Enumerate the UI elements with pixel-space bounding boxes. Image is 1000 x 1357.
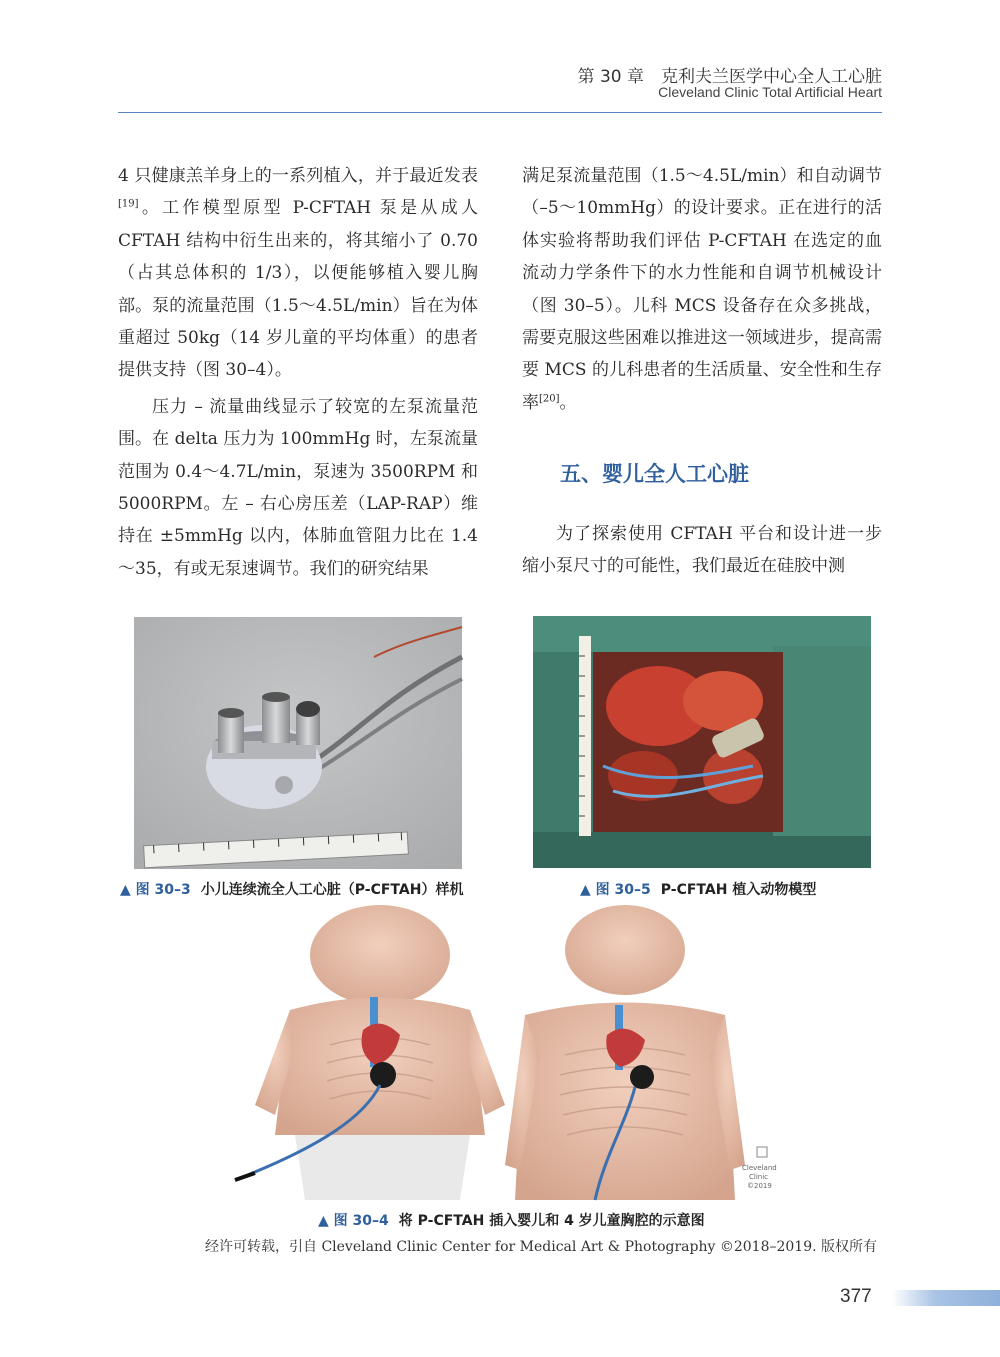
right-p1-text-b: 。 (559, 392, 577, 413)
right-paragraph-1 (522, 160, 882, 419)
right-column-lower (522, 518, 882, 583)
triangle-marker-icon: ▲ (120, 882, 131, 898)
figure-label: 图 30–4 (333, 1213, 389, 1229)
chapter-title: 第 30 章 克利夫兰医学中心全人工心脏 (577, 67, 882, 87)
figure-caption-text: P-CFTAH 植入动物模型 (660, 882, 817, 898)
figure-30-5-photo (533, 616, 871, 868)
section-heading: 五、婴儿全人工心脏 (560, 461, 749, 486)
right-column (522, 160, 882, 419)
left-column (118, 160, 478, 585)
right-p1-text-a: 满足泵流量范围（1.5～4.5L/min）和自动调节（–5～10mmHg）的设计要求。正在进行的活体实验将帮助我们评估 P-CFTAH 在选定的血流动力学条件下的水力性能和自调节机械设计（图 30–5）。儿科 MCS 设备存在众多挑战，需要克服这些困难以推进这一领域进步，提高需要 MCS 的儿科患者的生活质量、安全性和生存率 (522, 166, 882, 413)
chapter-subtitle: Cleveland Clinic Total Artificial Heart (658, 84, 882, 100)
header-rule (118, 112, 882, 113)
figure-label: 图 30–3 (135, 882, 191, 898)
left-paragraph-1 (118, 160, 478, 387)
watermark-line2: Clinic (749, 1173, 769, 1181)
citation-19[interactable]: [19] (118, 198, 139, 210)
watermark-line3: ©2019 (747, 1182, 772, 1190)
figure-caption-text: 小儿连续流全人工心脏（P-CFTAH）样机 (200, 882, 464, 898)
triangle-marker-icon: ▲ (318, 1213, 329, 1229)
watermark-line1: Cleveland (742, 1164, 777, 1172)
left-p1-text-b: 。工作模型原型 P-CFTAH 泵是从成人 CFTAH 结构中衍生出来的，将其缩小了 0.70（占其总体积的 1/3），以便能够植入婴儿胸部。泵的流量范围（1.5～4.5L/min）旨在为体重超过 50kg（14 岁儿童的平均体重）的患者提供支持（图 30–4）。 (118, 198, 478, 381)
figure-30-4-illustration (235, 935, 777, 1200)
page-number-bar (892, 1290, 1000, 1306)
left-paragraph-2: 压力 – 流量曲线显示了较宽的左泵流量范围。在 delta 压力为 100mmHg 时，左泵流量范围为 0.4～4.7L/min，泵速为 3500RPM 和 5000RPM。左 – 右心房压差（LAP-RAP）维持在 ±5mmHg 以内，体肺血管阻力比在 1.4～35，有或无泵速调节。我们的研究结果 (118, 396, 478, 579)
figure-30-4-credit: 经许可转载，引自 Cleveland Clinic Center for Medical Art & Photography ©2018–2019. 版权所有 (205, 1239, 878, 1255)
figure-label: 图 30–5 (595, 882, 651, 898)
figure-30-4-caption (318, 1210, 705, 1230)
page-number: 377 (840, 1286, 872, 1307)
figure-30-3-caption (120, 879, 463, 899)
figure-30-5-caption (580, 879, 816, 899)
citation-20[interactable]: [20] (539, 393, 560, 405)
figure-caption-text: 将 P-CFTAH 插入婴儿和 4 岁儿童胸腔的示意图 (398, 1213, 705, 1229)
figure-30-3-photo (134, 617, 462, 869)
right-paragraph-2: 为了探索使用 CFTAH 平台和设计进一步缩小泵尺寸的可能性，我们最近在硅胶中测 (522, 524, 882, 577)
triangle-marker-icon: ▲ (580, 882, 591, 898)
left-p1-text-a: 4 只健康羔羊身上的一系列植入，并于最近发表 (118, 166, 478, 186)
